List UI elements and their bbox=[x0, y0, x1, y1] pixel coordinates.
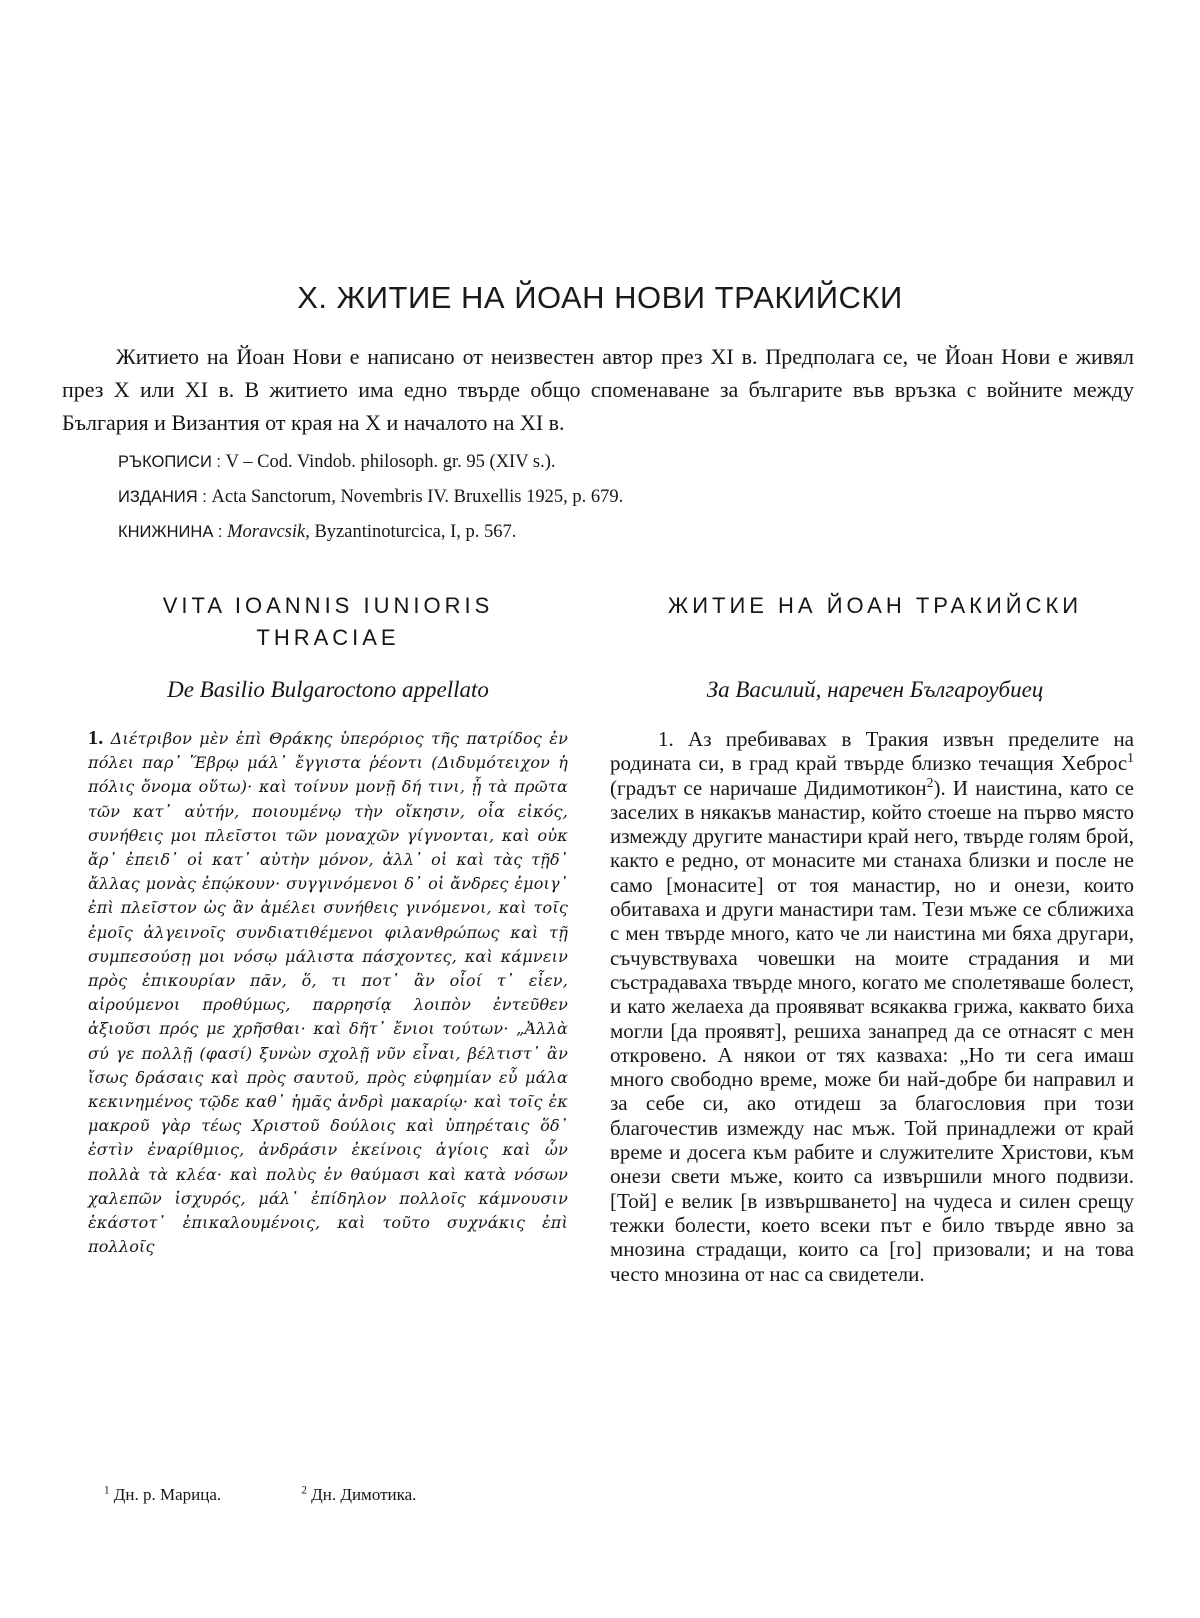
footnote-2 bbox=[301, 1485, 454, 1504]
bulgarian-text bbox=[610, 727, 1134, 1286]
footnote-2-text: Дн. Димотика. bbox=[311, 1485, 417, 1504]
literature-author: Moravcsik, bbox=[227, 522, 310, 542]
latin-title: VITA IOANNIS IUNIORIS THRACIAE bbox=[162, 593, 494, 650]
greek-text-body: Διέτριβον μὲν ἐπὶ Θράκης ὑπερόριος τῆς πατρίδος ἐν πόλει παρ᾽ Ἕβρῳ μάλ᾽ ἔγγιστα ῥέοντι (Διδυμότειχον ἡ πόλις ὄνομα οὕτω)· καὶ τοίνυν μονῇ δή τινι, ᾗ τὰ πρῶτα τῶν κατ᾽ αὐτήν, ποιουμένῳ τὴν οἴκησιν, οἷα εἰκός, συνήθεις μοι πλεῖστοι τῶν μοναχῶν γίγνονται, καὶ οὐκ ἄρ᾽ ἐπειδ᾽ οἱ κατ᾽ αὐτὴν μόνον, ἀλλ᾽ οἱ καὶ τὰς τῇδ᾽ ἄλλας μονὰς ἐπῴκουν· συγγινόμενοι δ᾽ οἱ ἄνδρες ἐμοιγ᾽ ἐπὶ πλεῖστον ὡς ἂν ἀμέλει συνήθεις γινόμενοι, καὶ τοῖς ἐμοῖς ἀλγεινοῖς συνδιατιθέμενοι φιλανθρώπως καὶ τῇ συμπεσούσῃ μοι νόσῳ μάλιστα πάσχοντες, καὶ κάμνειν πρὸς ἐπικουρίαν πᾶν, ὅ, τι ποτ᾽ ἂν οἷοί τ᾽ εἶεν, αἱρούμενοι προθύμως, παρρησίᾳ λοιπὸν ἐντεῦθεν ἀξιοῦσι πρός με χρῆσθαι· καὶ δῆτ᾽ ἔνιοι τούτων· „Ἀλλὰ σύ γε πολλῇ (φασί) ξυνὼν σχολῇ νῦν εἶναι, βέλτιστ᾽ ἂν ἴσως δράσαις καὶ πρὸς σαυτοῦ, πρὸς εὐφημίαν εὖ μάλα κεκινημένος τῷδε καθ᾽ ἡμᾶς ἀνδρὶ μακαρίῳ· καὶ τοῖς ἐκ μακροῦ γὰρ τέως Χριστοῦ δούλοις καὶ ὑπηρέταις ὅδ᾽ ἐστὶν ἐναρίθμιος, ἀνδράσιν ἐκείνοις ἁγίοις καὶ ὧν πολλὰ τὰ κλέα· καὶ πολὺς ἐν θαύμασι καὶ κατὰ νόσων χαλεπῶν ἰσχυρός, μάλ᾽ ἐπίδηλον πολλοῖς κάμνουσιν ἑκάστοτ᾽ ἐπικαλουμένοις, καὶ τοῦτο συχνάκις ἐπὶ πολλοῖς bbox=[88, 729, 568, 1257]
literature-value: Byzantinoturcica, I, p. 567. bbox=[314, 522, 517, 542]
footnote-ref-1: 1 bbox=[1127, 750, 1134, 766]
bulgarian-subtitle: За Василий, наречен Българоубиец bbox=[706, 677, 1044, 702]
literature-entry bbox=[118, 515, 623, 550]
footnote-1-mark: 1 bbox=[104, 1484, 110, 1497]
manuscripts-value: V – Cod. Vindob. philosoph. gr. 95 (XIV s.). bbox=[225, 452, 556, 472]
footnote-2-mark: 2 bbox=[301, 1484, 307, 1497]
editions-entry bbox=[118, 480, 623, 515]
intro-text: Житието на Йоан Нови е написано от неизвестен автор през XI в. Предполага се, че Йоан Нови е живял през X или XI в. В житието има едно твърде общо споменаване за българите във връзка с войните между България и Византия от края на X и началото на XI в. bbox=[62, 344, 1134, 435]
paragraph-number: 1. bbox=[88, 727, 104, 749]
footnote-1-text: Дн. р. Марица. bbox=[113, 1485, 222, 1504]
footnote-1 bbox=[104, 1485, 259, 1504]
bulgarian-title: ЖИТИЕ НА ЙОАН ТРАКИЙСКИ bbox=[667, 593, 1083, 618]
greek-text bbox=[88, 726, 568, 1259]
latin-subtitle: De Basilio Bulgaroctono appellato bbox=[167, 677, 489, 702]
editions-label: ИЗДАНИЯ : bbox=[118, 488, 207, 506]
chapter-title: X. ЖИТИЕ НА ЙОАН НОВИ ТРАКИЙСКИ bbox=[297, 280, 903, 315]
bibliography bbox=[118, 445, 623, 550]
footnote-ref-2: 2 bbox=[926, 774, 934, 790]
manuscripts-label: РЪКОПИСИ : bbox=[118, 453, 221, 471]
footnotes bbox=[104, 1485, 492, 1505]
literature-label: КНИЖНИНА : bbox=[118, 523, 223, 541]
manuscripts-entry bbox=[118, 445, 623, 480]
bulgarian-text-part-1: 1. Аз пребивавах в Тракия извън пределите на родината си, в град край твърде близко течащия Хеброс bbox=[610, 727, 1134, 776]
bulgarian-text-part-2: (градът се наричаше Дидимотикон bbox=[610, 775, 927, 800]
bulgarian-text-part-3: ). И наистина, като се заселих в някакъв манастир, който стоеше на първо място измежду другите манастири край него, твърде голям брой, както е редно, от монасите ми станаха близки и после не само [монасите] от тоя манастир, но и онези, които обитаваха и други манастири там. Тези мъже се сближиха с мен твърде много, като че ли наистина ми бяха другари, съчувствуваха човешки на моите страдания и ми състрадаваха твърде много, когато ме сполетяваше болест, и като желаеха да проявяват всякаква грижа, каквато биха могли [да проявят], решиха занапред да се отнасят с мен откровено. А някои от тях казваха: „Но ти сега имаш много свободно време, може би най-добре би направил и за себе си, ако отидеш за благословия при този благочестив измежду нас мъж. Той принадлежи от край време и досега към рабите и служителите Христови, към онези свети мъже, които са извършили много подвизи. [Той] е велик [в извършването] на чудеса и силен срещу тежки болести, което всеки път е било твърде явно за мнозина страдащи, които са [го] призовали; и на това често мнозина от нас са свидетели. bbox=[610, 775, 1134, 1286]
editions-value: Acta Sanctorum, Novembris IV. Bruxellis 1925, p. 679. bbox=[211, 487, 624, 507]
intro-paragraph bbox=[62, 340, 1134, 439]
